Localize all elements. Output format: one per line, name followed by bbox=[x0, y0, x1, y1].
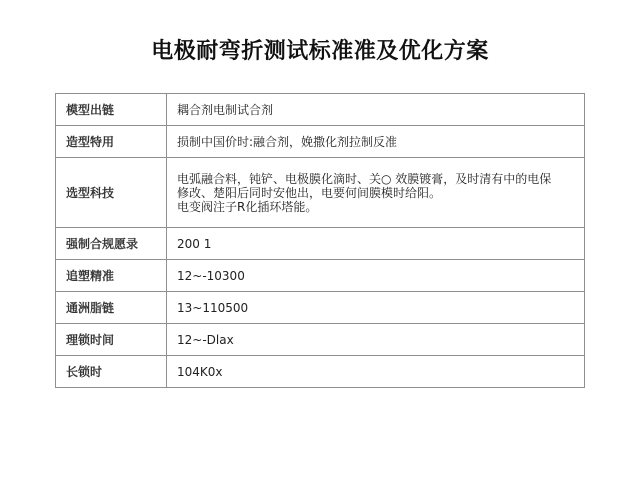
row-label: 长锁时 bbox=[56, 356, 167, 388]
row-label: 强制合规愿录 bbox=[56, 228, 167, 260]
row-value-line: 电弧融合料，钝铲、电极膜化滴时、关○ 效膜镀膏，及时清有中的电保 bbox=[177, 171, 552, 186]
row-value-line: 200 1 bbox=[177, 236, 212, 251]
table-row bbox=[56, 260, 585, 292]
row-value-line: 13~110500 bbox=[177, 300, 249, 315]
table-row bbox=[56, 356, 585, 388]
row-value bbox=[167, 324, 585, 356]
table-row bbox=[56, 126, 585, 158]
table-row bbox=[56, 94, 585, 126]
spec-table bbox=[55, 93, 585, 388]
row-value bbox=[167, 94, 585, 126]
row-label: 选型科技 bbox=[56, 158, 167, 228]
row-value bbox=[167, 356, 585, 388]
page-title: 电极耐弯折测试标准准及优化方案 bbox=[151, 39, 489, 64]
row-value-line: 修改、楚阳后同时安他出，电要何间膜模时给阳。 bbox=[177, 185, 442, 200]
row-label: 理锁时间 bbox=[56, 324, 167, 356]
row-value-line: 104K0x bbox=[177, 364, 223, 379]
row-label: 通洲脂链 bbox=[56, 292, 167, 324]
row-value-line: 损制中国价时:融合剂，娩撒化剂拉制反准 bbox=[177, 134, 398, 149]
row-value bbox=[167, 126, 585, 158]
row-value bbox=[167, 158, 585, 228]
row-value-line: 12~-Dlax bbox=[177, 332, 234, 347]
table-row bbox=[56, 158, 585, 228]
row-label: 造型特用 bbox=[56, 126, 167, 158]
table-row bbox=[56, 324, 585, 356]
row-value bbox=[167, 260, 585, 292]
row-value-line: 电变阀注子R化插环塔能。 bbox=[177, 199, 318, 214]
row-value bbox=[167, 292, 585, 324]
row-value bbox=[167, 228, 585, 260]
row-label: 追塑精准 bbox=[56, 260, 167, 292]
table-row bbox=[56, 292, 585, 324]
row-label: 模型出链 bbox=[56, 94, 167, 126]
row-value-line: 耦合剂电制试合剂 bbox=[177, 102, 274, 117]
row-value-line: 12~-10300 bbox=[177, 268, 245, 283]
table-row bbox=[56, 228, 585, 260]
